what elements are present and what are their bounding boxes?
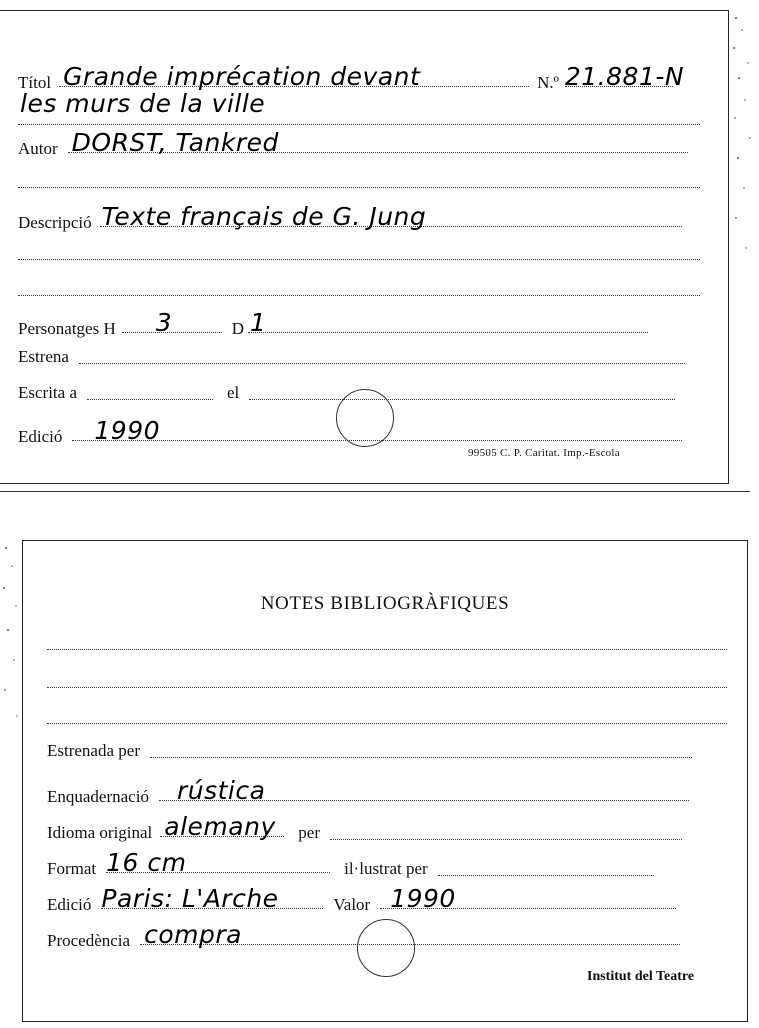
notes-heading: NOTES BIBLIOGRÀFIQUES	[260, 593, 510, 614]
autor-label: Autor	[18, 139, 58, 158]
titol-label: Títol	[18, 73, 52, 92]
descripcio-field	[100, 203, 682, 233]
idioma-value: alemany	[164, 812, 276, 841]
catalog-card-back	[22, 540, 748, 1022]
autor-extra-rule	[18, 187, 700, 188]
autor-field	[68, 128, 688, 159]
illustrat-label: il·lustrat per	[344, 859, 428, 878]
el-label: el	[227, 383, 240, 402]
procedencia-label: Procedència	[47, 931, 131, 950]
personatges-d-field	[248, 308, 648, 339]
institution-imprint: Institut del Teatre	[587, 969, 695, 984]
personatges-row	[18, 308, 708, 339]
descripcio-rule-2	[18, 259, 700, 260]
edicio-value-back: Paris: L'Arche	[101, 884, 279, 913]
valor-label: Valor	[333, 895, 371, 914]
titol-value-line1: Grande imprécation devant	[63, 62, 421, 91]
estrenada-label: Estrenada per	[47, 741, 140, 760]
scan-noise-right	[730, 8, 756, 308]
descripcio-row	[18, 203, 708, 233]
escrita-label: Escrita a	[18, 383, 77, 402]
format-label: Format	[47, 859, 97, 878]
idioma-label: Idioma original	[47, 823, 153, 842]
enquadernacio-label: Enquadernació	[47, 787, 149, 806]
notes-rule-1	[47, 649, 727, 650]
numero-field	[564, 62, 685, 93]
punch-hole-front	[336, 389, 394, 447]
personatges-h-value: 3	[155, 308, 173, 337]
edicio-label-front: Edició	[18, 427, 63, 446]
format-value: 16 cm	[106, 848, 187, 877]
idioma-row	[47, 813, 737, 843]
personatges-d-label: D	[231, 319, 245, 338]
notes-rule-3	[47, 723, 727, 724]
format-row	[47, 849, 737, 879]
scan-noise-left	[0, 540, 22, 740]
procedencia-value: compra	[144, 920, 242, 949]
catalog-card-front	[0, 10, 729, 484]
numero-label: N.º	[537, 73, 559, 92]
descripcio-label: Descripció	[18, 213, 92, 232]
enquadernacio-value: rústica	[176, 776, 266, 805]
valor-value: 1990	[390, 884, 456, 913]
edicio-label-back: Edició	[47, 895, 92, 914]
idioma-per-label: per	[298, 823, 320, 842]
estrenada-row	[47, 741, 737, 761]
edicio-value-front: 1990	[94, 416, 161, 445]
punch-hole-back	[357, 919, 415, 977]
edicio-row-back	[47, 885, 737, 915]
enquadernacio-field	[159, 777, 689, 807]
edicio-field-back	[101, 885, 323, 915]
idioma-field	[160, 813, 284, 843]
notes-rule-2	[47, 687, 727, 688]
estrena-label: Estrena	[18, 347, 69, 366]
descripcio-value: Texte français de G. Jung	[101, 202, 427, 231]
format-field	[106, 849, 330, 879]
enquadernacio-row	[47, 777, 737, 807]
card-separator	[0, 491, 750, 492]
personatges-h-field	[122, 308, 222, 339]
estrena-row	[18, 347, 708, 367]
titol-line2-rule	[18, 124, 700, 125]
personatges-label: Personatges H	[18, 319, 116, 338]
valor-field	[380, 885, 676, 915]
printer-imprint: 99505 C. P. Caritat. Imp.-Escola	[468, 447, 620, 459]
titol-value-line2: les murs de la ville	[20, 89, 266, 118]
autor-value: DORST, Tankred	[71, 128, 279, 157]
autor-row	[18, 128, 708, 159]
descripcio-rule-3	[18, 295, 700, 296]
numero-value: 21.881-N	[564, 62, 685, 91]
personatges-d-value: 1	[250, 308, 267, 337]
